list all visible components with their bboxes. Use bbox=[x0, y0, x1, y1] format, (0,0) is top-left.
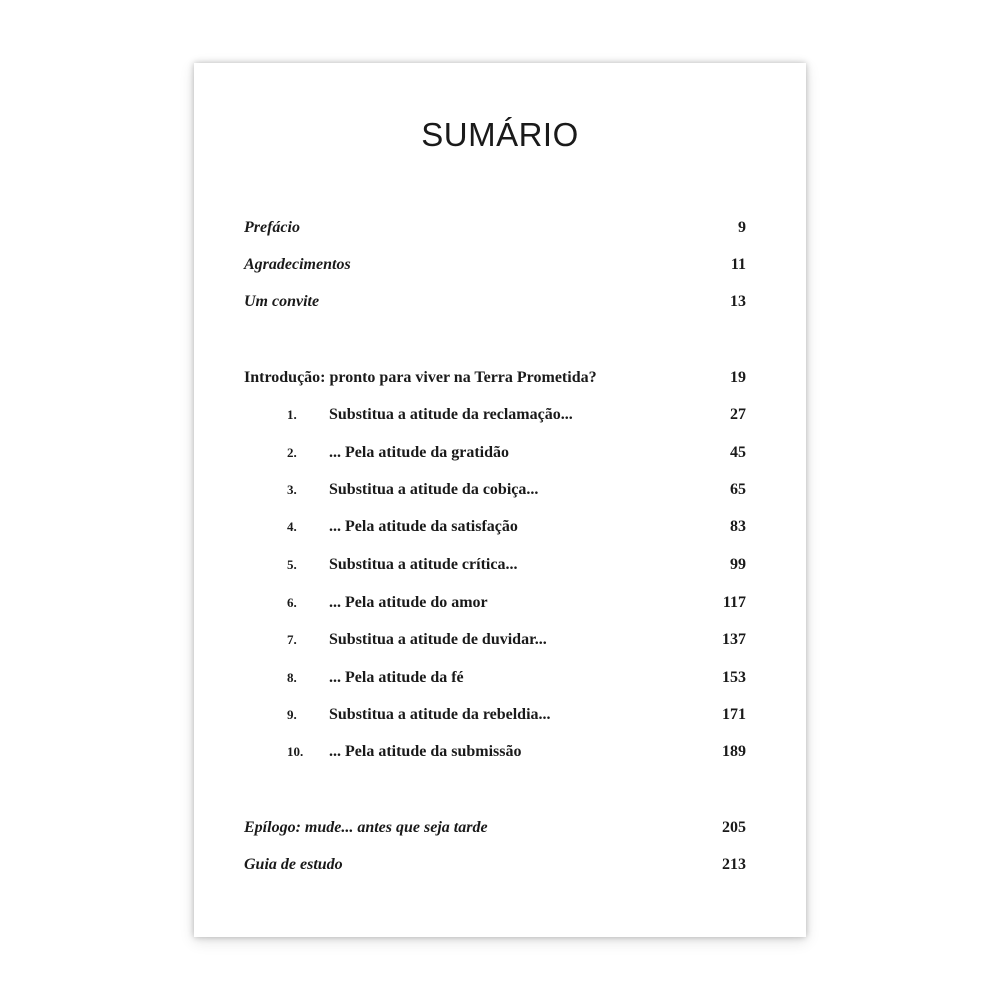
toc-entry-page: 171 bbox=[722, 706, 746, 723]
toc-entry-label: ... Pela atitude da satisfação bbox=[329, 518, 518, 535]
toc-chapter-2 bbox=[244, 440, 748, 466]
toc-entry-label: Substitua a atitude da reclamação... bbox=[329, 406, 573, 423]
toc-entry-label: Substitua a atitude de duvidar... bbox=[329, 631, 547, 648]
chapter-number: 9. bbox=[287, 707, 297, 722]
toc-entry-introducao bbox=[244, 365, 748, 391]
page-title: SUMÁRIO bbox=[421, 116, 579, 153]
toc-chapter-5 bbox=[244, 552, 748, 578]
toc-chapter-3 bbox=[244, 477, 748, 503]
toc-entry-agradecimentos bbox=[244, 252, 748, 278]
toc-entry-page: 137 bbox=[722, 631, 746, 648]
chapter-number: 2. bbox=[287, 445, 297, 460]
toc-chapter-6 bbox=[244, 590, 748, 616]
toc-entry-label: Um convite bbox=[244, 293, 320, 310]
toc-chapter-8 bbox=[244, 665, 748, 691]
chapter-number: 5. bbox=[287, 557, 297, 572]
chapter-number: 8. bbox=[287, 670, 297, 685]
toc-entry-um-convite bbox=[244, 289, 748, 315]
toc-entry-label: Substitua a atitude da rebeldia... bbox=[329, 706, 551, 723]
chapter-number: 3. bbox=[287, 482, 297, 497]
toc-entry-page: 65 bbox=[730, 481, 746, 498]
toc-entry-label: Substitua a atitude da cobiça... bbox=[329, 481, 539, 498]
toc-entry-page: 205 bbox=[722, 819, 746, 836]
toc-entry-label: ... Pela atitude da fé bbox=[329, 669, 464, 686]
toc-entry-label: Introdução: pronto para viver na Terra Prometida? bbox=[244, 369, 597, 386]
toc-entry-page: 189 bbox=[722, 743, 746, 760]
toc-entry-page: 117 bbox=[722, 594, 746, 611]
toc-entry-label: ... Pela atitude da submissão bbox=[329, 743, 522, 760]
toc-entry-page: 13 bbox=[730, 293, 746, 310]
toc-entry-label: Agradecimentos bbox=[244, 256, 351, 273]
toc-chapter-1 bbox=[244, 402, 748, 428]
toc-entry-page: 99 bbox=[730, 556, 746, 573]
chapter-number: 1. bbox=[287, 407, 297, 422]
chapter-number: 7. bbox=[287, 632, 297, 647]
toc-chapter-4 bbox=[244, 514, 748, 540]
toc-entry-page: 19 bbox=[730, 369, 746, 386]
toc-chapter-10 bbox=[244, 739, 748, 765]
toc-entry-epilogo bbox=[244, 815, 748, 841]
toc-entry-page: 27 bbox=[730, 406, 746, 423]
toc-entry-page: 153 bbox=[722, 669, 746, 686]
toc-entry-page: 83 bbox=[730, 518, 746, 535]
toc-entry-page: 45 bbox=[730, 444, 746, 461]
toc-entry-label: ... Pela atitude da gratidão bbox=[329, 444, 509, 461]
toc-entry-label: Guia de estudo bbox=[244, 856, 343, 873]
toc-entry-page: 11 bbox=[730, 256, 746, 273]
toc-entry-guia-de-estudo bbox=[244, 852, 748, 878]
toc-entry-label: Substitua a atitude crítica... bbox=[329, 556, 518, 573]
toc-entry-page: 9 bbox=[738, 219, 746, 236]
chapter-number: 10. bbox=[287, 744, 304, 759]
toc-chapter-7 bbox=[244, 627, 748, 653]
chapter-number: 6. bbox=[287, 595, 297, 610]
chapter-number: 4. bbox=[287, 519, 297, 534]
toc-entry-label: Epílogo: mude... antes que seja tarde bbox=[244, 819, 488, 836]
toc-entry-page: 213 bbox=[722, 856, 746, 873]
toc-entry-label: Prefácio bbox=[244, 219, 300, 236]
toc-entry-prefacio bbox=[244, 215, 748, 241]
book-page bbox=[194, 63, 806, 937]
toc-entry-label: ... Pela atitude do amor bbox=[329, 594, 488, 611]
toc-chapter-9 bbox=[244, 702, 748, 728]
